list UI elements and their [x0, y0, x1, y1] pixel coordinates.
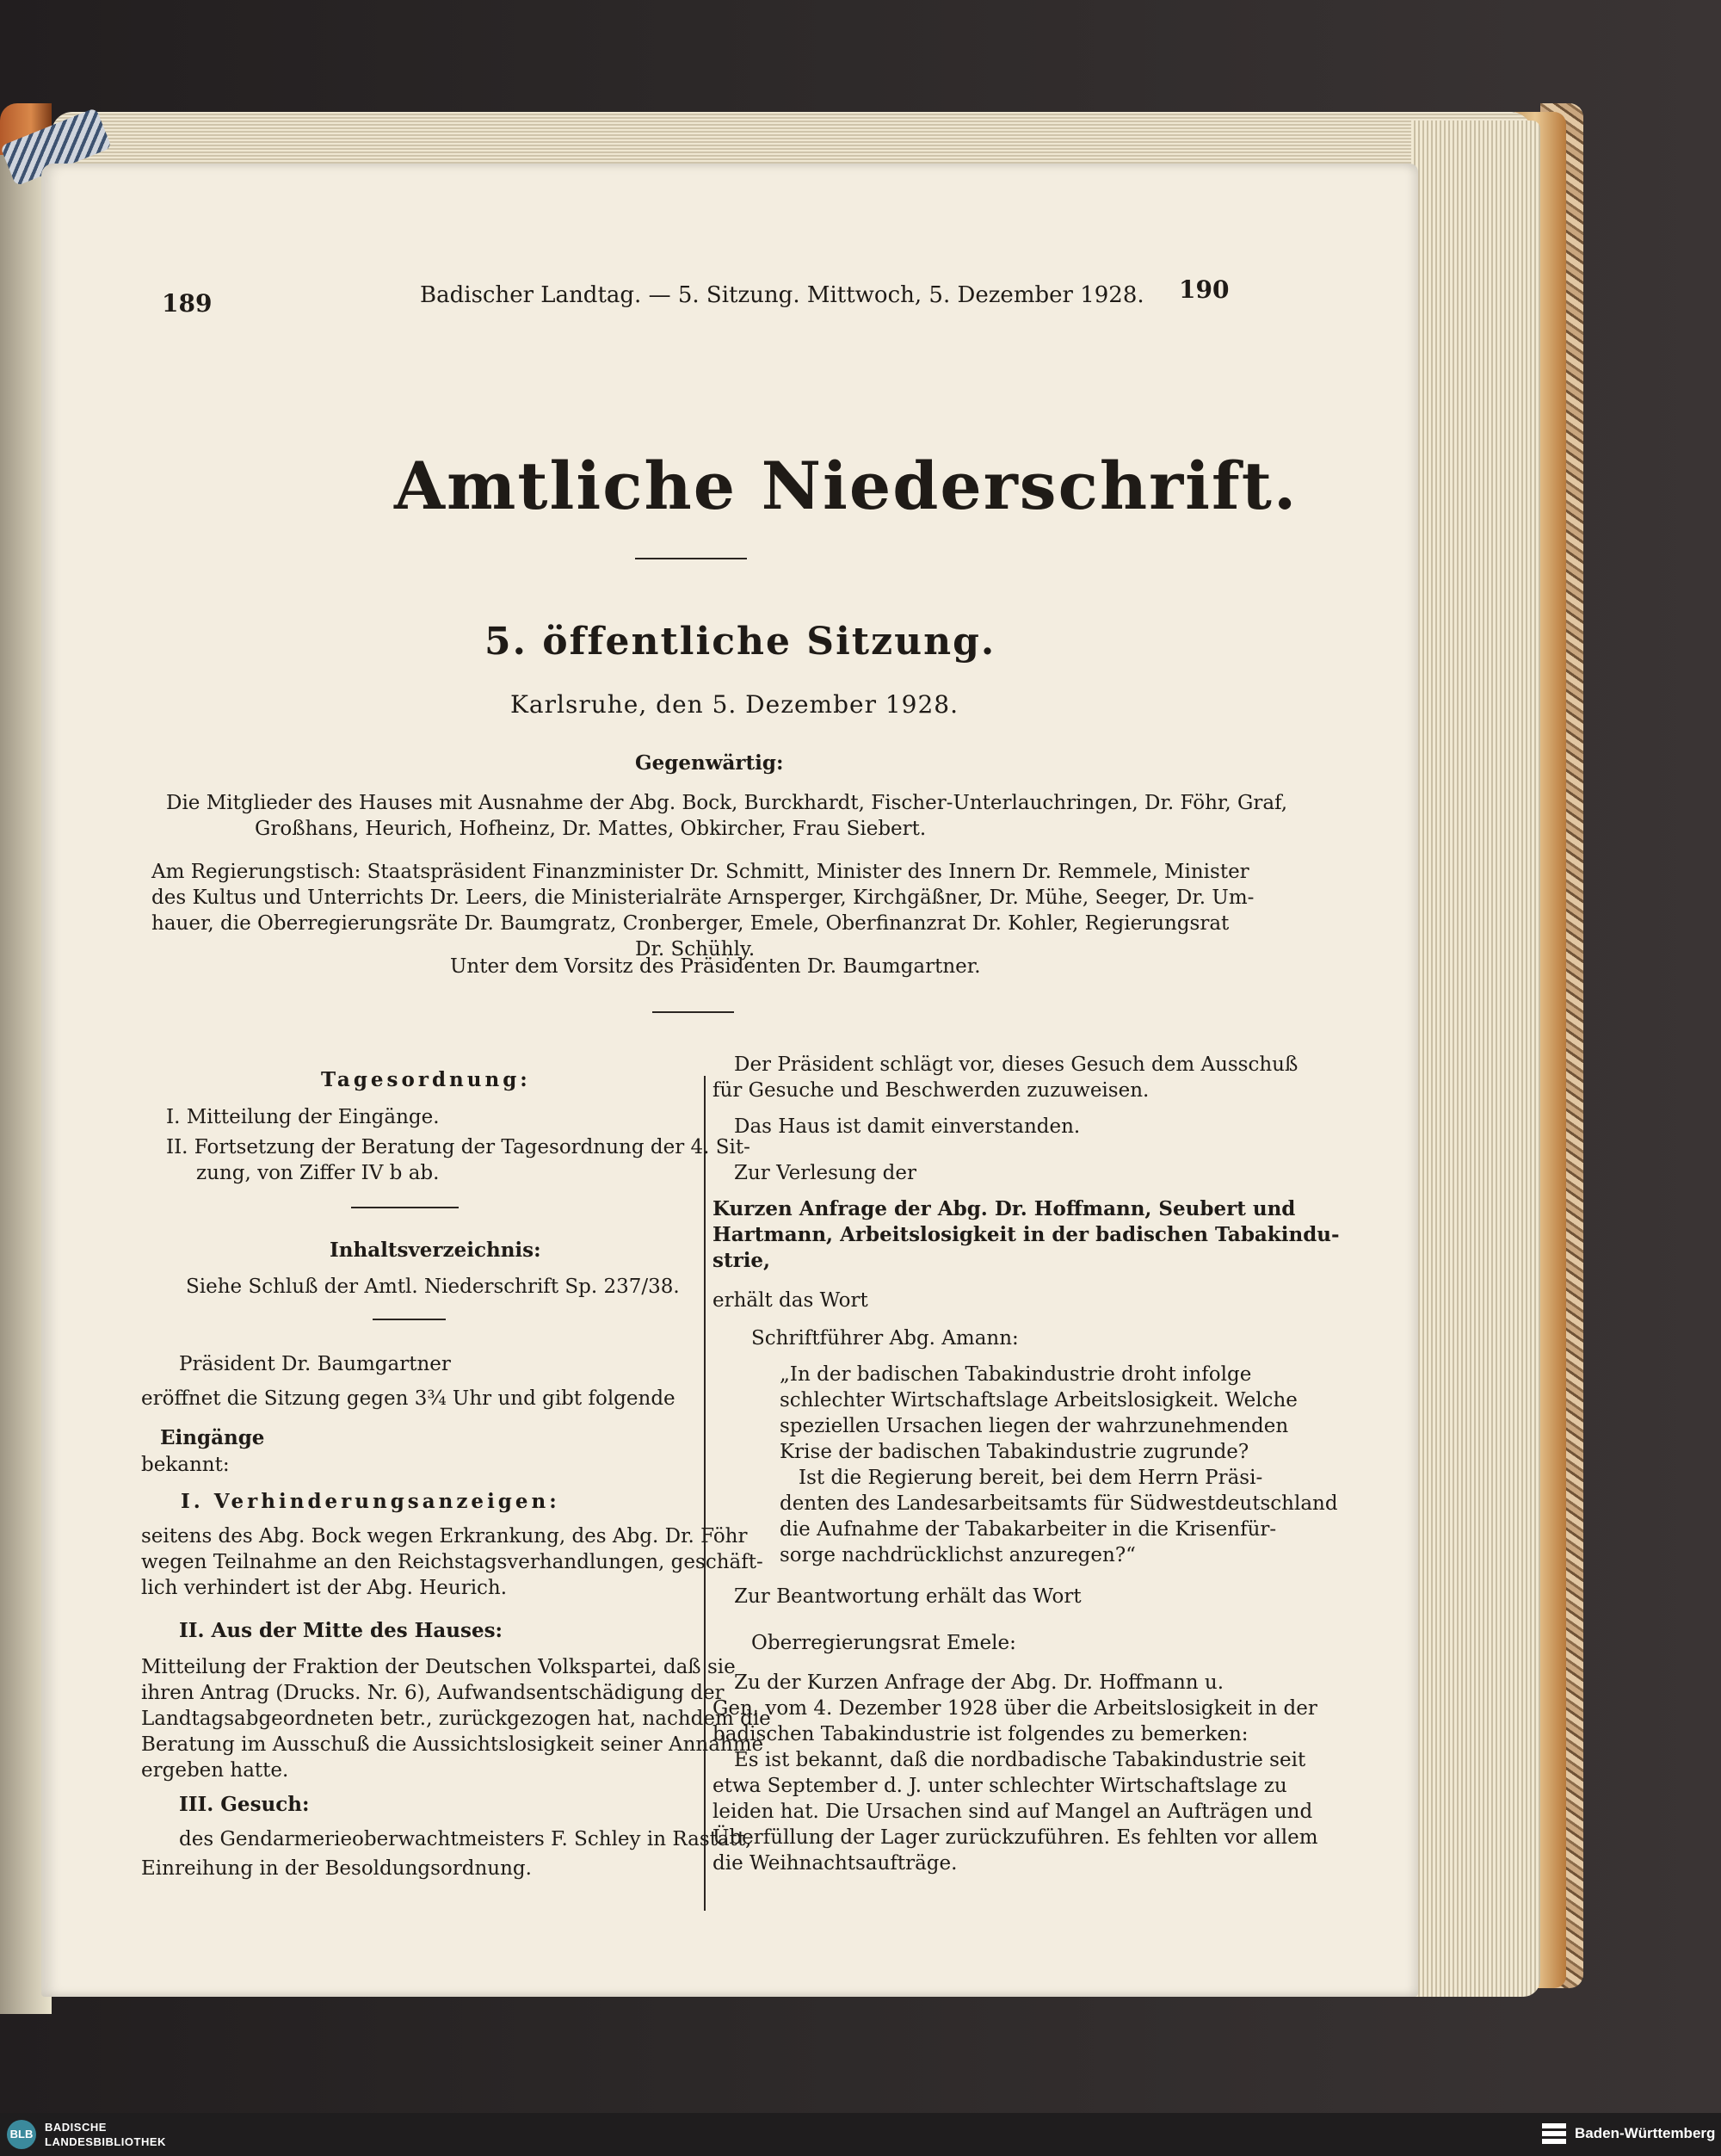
inquiry-title: Hartmann, Arbeitslosigkeit in der badischen Tabakindu-	[712, 1223, 1340, 1246]
official-line: Oberregierungsrat Emele:	[751, 1632, 1016, 1654]
reading-line: Zur Verlesung der	[734, 1162, 916, 1184]
quote-line: die Aufnahme der Tabakarbeiter in die Krisenfür-	[780, 1518, 1277, 1541]
members-line-1: Die Mitglieder des Hauses mit Ausnahme der Abg. Bock, Burckhardt, Fischer-Unterlauchringen, Dr. Föhr, Graf,	[166, 792, 1288, 814]
contents-heading: Inhaltsverzeichnis:	[330, 1239, 541, 1262]
government-line-1: Am Regierungstisch: Staatspräsident Finanzminister Dr. Schmitt, Minister des Innern Dr. Remmele, Minister	[151, 861, 1249, 883]
opens-line: eröffnet die Sitzung gegen 3¾ Uhr und gibt folgende	[141, 1387, 675, 1410]
section-2-line: Beratung im Ausschuß die Aussichtslosigkeit seiner Annahme	[141, 1733, 764, 1756]
incoming-heading: Eingänge	[160, 1426, 265, 1449]
running-header: Badischer Landtag. — 5. Sitzung. Mittwoch, 5. Dezember 1928.	[420, 282, 1144, 308]
column-separator	[704, 1076, 706, 1911]
footer-bar	[0, 2113, 1721, 2156]
contents-text: Siehe Schluß der Amtl. Niederschrift Sp. 237/38.	[186, 1276, 680, 1298]
agenda-heading: Tagesordnung:	[321, 1068, 531, 1091]
divider	[635, 558, 747, 559]
answer-line: Zur Beantwortung erhält das Wort	[734, 1585, 1082, 1608]
quote-line: Ist die Regierung bereit, bei dem Herrn Präsi-	[799, 1467, 1263, 1489]
section-2-line: ihren Antrag (Drucks. Nr. 6), Aufwandsentschädigung der	[141, 1682, 725, 1704]
page-number-left: 189	[162, 289, 213, 318]
reply-line: badischen Tabakindustrie ist folgendes zu bemerken:	[712, 1723, 1249, 1745]
quote-line: sorge nachdrücklichst anzuregen?“	[780, 1544, 1136, 1566]
reply-line: etwa September d. J. unter schlechter Wirtschaftslage zu	[712, 1775, 1287, 1797]
proposal-line: Der Präsident schlägt vor, dieses Gesuch dem Ausschuß	[734, 1053, 1298, 1076]
reply-line: Gen. vom 4. Dezember 1928 über die Arbeitslosigkeit in der	[712, 1697, 1317, 1720]
page-number-right: 190	[1179, 275, 1230, 304]
page-stack-right	[1411, 120, 1540, 1997]
library-name-line-1: BADISCHE	[45, 2121, 107, 2134]
agreed-line: Das Haus ist damit einverstanden.	[734, 1115, 1081, 1138]
session-title: 5. öffentliche Sitzung.	[484, 620, 996, 664]
government-line-4: Dr. Schühly.	[635, 938, 756, 961]
chair-line: Unter dem Vorsitz des Präsidenten Dr. Baumgartner.	[450, 955, 981, 978]
coat-of-arms-icon	[1539, 2120, 1570, 2149]
quote-line: speziellen Ursachen liegen der wahrzunehmenden	[780, 1415, 1289, 1437]
gets-word-line: erhält das Wort	[712, 1289, 868, 1312]
proposal-line: für Gesuche und Beschwerden zuzuweisen.	[712, 1079, 1150, 1102]
section-3-heading: III. Gesuch:	[179, 1793, 310, 1816]
inquiry-title: strie,	[712, 1249, 771, 1272]
members-line-2: Großhans, Heurich, Hofheinz, Dr. Mattes, Obkircher, Frau Siebert.	[255, 818, 927, 840]
secretary-line: Schriftführer Abg. Amann:	[751, 1327, 1019, 1350]
place-date: Karlsruhe, den 5. Dezember 1928.	[510, 690, 959, 719]
reply-line: Es ist bekannt, daß die nordbadische Tabakindustrie seit	[734, 1749, 1306, 1771]
agenda-item-1: I. Mitteilung der Eingänge.	[166, 1106, 440, 1128]
divider	[652, 1011, 734, 1013]
agenda-item-2-cont: zung, von Ziffer IV b ab.	[196, 1162, 440, 1184]
present-heading: Gegenwärtig:	[635, 751, 784, 775]
section-2-line: Mitteilung der Fraktion der Deutschen Volkspartei, daß sie	[141, 1656, 736, 1678]
blb-logo-icon[interactable]: BLB	[7, 2120, 36, 2149]
known-label: bekannt:	[141, 1454, 230, 1476]
government-line-2: des Kultus und Unterrichts Dr. Leers, die Ministerialräte Arnsperger, Kirchgäßner, Dr. Mühe, Seeger, Dr. Um-	[151, 886, 1255, 909]
president-line: Präsident Dr. Baumgartner	[179, 1353, 451, 1375]
section-2-line: ergeben hatte.	[141, 1759, 289, 1782]
reply-line: die Weihnachtsaufträge.	[712, 1852, 958, 1875]
reply-line: Überfüllung der Lager zurückzuführen. Es fehlten vor allem	[712, 1826, 1318, 1849]
section-2-line: Landtagsabgeordneten betr., zurückgezogen hat, nachdem die	[141, 1708, 771, 1730]
inquiry-title: Kurzen Anfrage der Abg. Dr. Hoffmann, Seubert und	[712, 1197, 1296, 1220]
library-name[interactable]	[45, 2120, 166, 2149]
divider	[351, 1207, 459, 1208]
reply-line: leiden hat. Die Ursachen sind auf Mangel an Aufträgen und	[712, 1801, 1313, 1823]
section-1-line: lich verhindert ist der Abg. Heurich.	[141, 1577, 508, 1599]
reply-line: Zu der Kurzen Anfrage der Abg. Dr. Hoffmann u.	[734, 1671, 1224, 1694]
government-line-3: hauer, die Oberregierungsräte Dr. Baumgratz, Cronberger, Emele, Oberfinanzrat Dr. Kohler, Regierungsrat	[151, 912, 1230, 935]
quote-line: „In der badischen Tabakindustrie droht infolge	[780, 1363, 1252, 1386]
divider	[373, 1319, 446, 1320]
document-title: Amtliche Niederschrift.	[394, 448, 1298, 524]
library-name-line-2: LANDESBIBLIOTHEK	[45, 2135, 166, 2148]
quote-line: denten des Landesarbeitsamts für Südwestdeutschland	[780, 1492, 1338, 1515]
section-2-heading: II. Aus der Mitte des Hauses:	[179, 1619, 503, 1642]
state-name[interactable]: Baden-Württemberg	[1575, 2125, 1716, 2141]
section-3-line: Einreihung in der Besoldungsordnung.	[141, 1857, 532, 1880]
section-1-line: wegen Teilnahme an den Reichstagsverhandlungen, geschäft-	[141, 1551, 763, 1573]
document-page	[41, 164, 1418, 1997]
quote-line: schlechter Wirtschaftslage Arbeitslosigkeit. Welche	[780, 1389, 1298, 1412]
section-1-line: seitens des Abg. Bock wegen Erkrankung, des Abg. Dr. Föhr	[141, 1525, 748, 1548]
agenda-item-2: II. Fortsetzung der Beratung der Tagesordnung der 4. Sit-	[166, 1136, 750, 1158]
section-1-heading: I. Verhinderungsanzeigen:	[181, 1490, 560, 1513]
section-3-line: des Gendarmerieoberwachtmeisters F. Schley in Rastatt,	[179, 1828, 752, 1850]
quote-line: Krise der badischen Tabakindustrie zugrunde?	[780, 1441, 1249, 1463]
